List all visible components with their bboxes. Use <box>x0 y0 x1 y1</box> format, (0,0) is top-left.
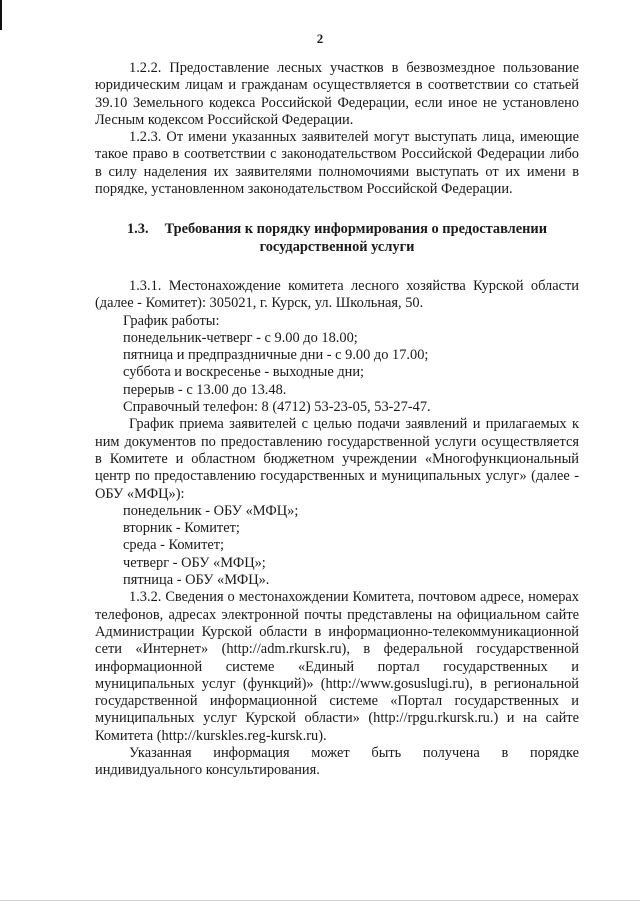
section-title-line-1: Требования к порядку информирования о предоставлении <box>164 221 548 238</box>
section-heading-line-1 <box>95 221 579 238</box>
paragraph-1-2-2: 1.2.2. Предоставление лесных участков в безвозмездное пользование юридическим лицам и гражданам осуществляется в соответствии со статьей 39.10 Земельного кодекса Российской Федерации, если иное не установлено Лесным кодексом Российской Федерации. <box>95 60 579 128</box>
scan-edge-mark <box>0 0 2 30</box>
section-number: 1.3. <box>126 221 149 238</box>
document-body <box>95 60 579 780</box>
final-paragraph: Указанная информация может быть получена в порядке индивидуального консультирования. <box>95 744 579 779</box>
paragraph-1-3-2: 1.3.2. Сведения о местонахождении Комитета, почтовом адресе, номерах телефонов, адресах электронной почты представлены на официальном сайте Администрации Курской области в информационно-телекоммуникационной сети «Интернет» (http://adm.rkursk.ru), в федеральной государственной информационной системе «Единый портал государственных и муниципальных услуг (функций)» (http://www.gosuslugi.ru), в региональной государственной информационной системе «Портал государственных и муниципальных услуг Курской области» (http://rpgu.rkursk.ru.) и на сайте Комитета (http://kurskles.reg-kursk.ru). <box>95 589 579 744</box>
schedule-line: перерыв - с 13.00 до 13.48. <box>123 381 287 398</box>
reception-day: вторник - Комитет; <box>123 520 240 537</box>
paragraph-1-3-1: 1.3.1. Местонахождение комитета лесного хозяйства Курской области (далее - Комитет): 305021, г. Курск, ул. Школьная, 50. <box>95 277 579 312</box>
schedule-line: суббота и воскресенье - выходные дни; <box>123 364 365 381</box>
reference-phone: Справочный телефон: 8 (4712) 53-23-05, 53-27-47. <box>123 399 431 416</box>
schedule-line: понедельник-четверг - с 9.00 до 18.00; <box>123 329 358 346</box>
paragraph-1-2-3: 1.2.3. От имени указанных заявителей могут выступать лица, имеющие такое право в соответствии с законодательством Российской Федерации либо в силу наделения их заявителями полномочиями выступать от их имени в порядке, установленном законодательством Российской Федерации. <box>95 129 579 198</box>
section-title-line-2: государственной услуги <box>259 238 415 255</box>
page-number: 2 <box>316 31 324 46</box>
reception-day: среда - Комитет; <box>123 537 225 554</box>
reception-day: понедельник - ОБУ «МФЦ»; <box>123 502 299 519</box>
scan-bottom-edge <box>0 900 640 901</box>
reception-day: четверг - ОБУ «МФЦ»; <box>123 554 266 571</box>
reception-day: пятница - ОБУ «МФЦ». <box>123 572 270 589</box>
schedule-line: пятница и предпраздничные дни - с 9.00 до 17.00; <box>123 347 429 364</box>
reception-paragraph: График приема заявителей с целью подачи заявлений и прилагаемых к ним документов по предоставлению государственной услуги осуществляется в Комитете и областном бюджетном учреждении «Многофункциональный центр по предоставлению государственных и муниципальных услуг» (далее - ОБУ «МФЦ»): <box>95 416 579 502</box>
schedule-heading: График работы: <box>123 312 220 329</box>
section-heading <box>95 221 579 256</box>
